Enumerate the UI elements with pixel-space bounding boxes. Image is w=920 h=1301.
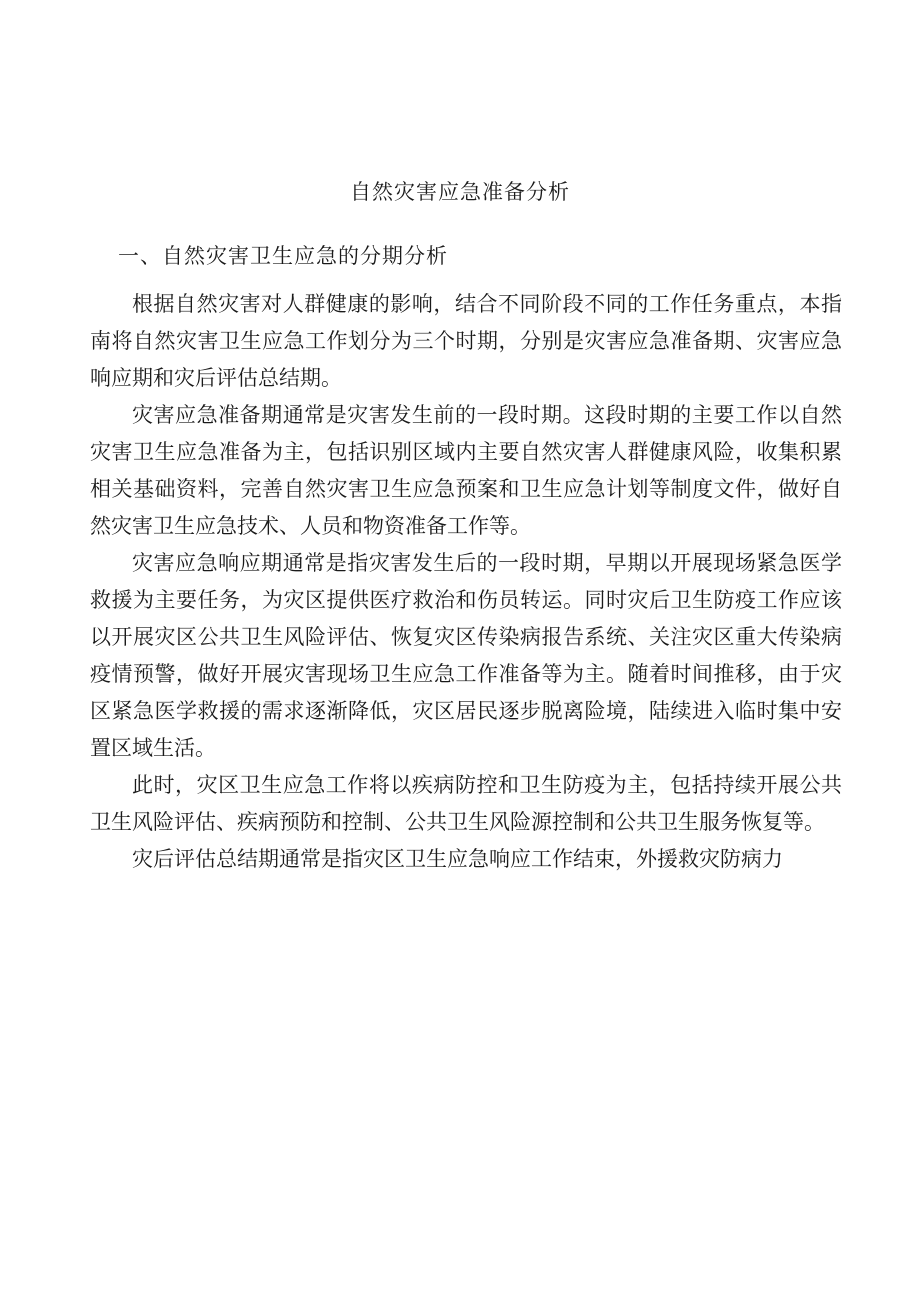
- document-title: 自然灾害应急准备分析: [350, 180, 570, 204]
- paragraph-5: 灾后评估总结期通常是指灾区卫生应急响应工作结束，外援救灾防病力: [132, 847, 783, 871]
- paragraph-1: 根据自然灾害对人群健康的影响，结合不同阶段不同的工作任务重点，本指南将自然灾害卫生应急工作划分为三个时期，分别是灾害应急准备期、灾害应急响应期和灾后评估总结期。: [90, 292, 842, 390]
- paragraph-2: 灾害应急准备期通常是灾害发生前的一段时期。这段时期的主要工作以自然灾害卫生应急准备为主，包括识别区域内主要自然灾害人群健康风险，收集积累相关基础资料，完善自然灾害卫生应急预案和卫生应急计划等制度文件，做好自然灾害卫生应急技术、人员和物资准备工作等。: [90, 403, 842, 538]
- document-body: [90, 286, 842, 878]
- paragraph-4: 此时，灾区卫生应急工作将以疾病防控和卫生防疫为主，包括持续开展公共卫生风险评估、疾病预防和控制、公共卫生风险源控制和公共卫生服务恢复等。: [90, 773, 842, 834]
- section-heading: 一、自然灾害卫生应急的分期分析: [118, 244, 448, 268]
- paragraph-3: 灾害应急响应期通常是指灾害发生后的一段时期，早期以开展现场紧急医学救援为主要任务，为灾区提供医疗救治和伤员转运。同时灾后卫生防疫工作应该以开展灾区公共卫生风险评估、恢复灾区传染病报告系统、关注灾区重大传染病疫情预警，做好开展灾害现场卫生应急工作准备等为主。随着时间推移，由于灾区紧急医学救援的需求逐渐降低，灾区居民逐步脱离险境，陆续进入临时集中安置区域生活。: [90, 551, 842, 760]
